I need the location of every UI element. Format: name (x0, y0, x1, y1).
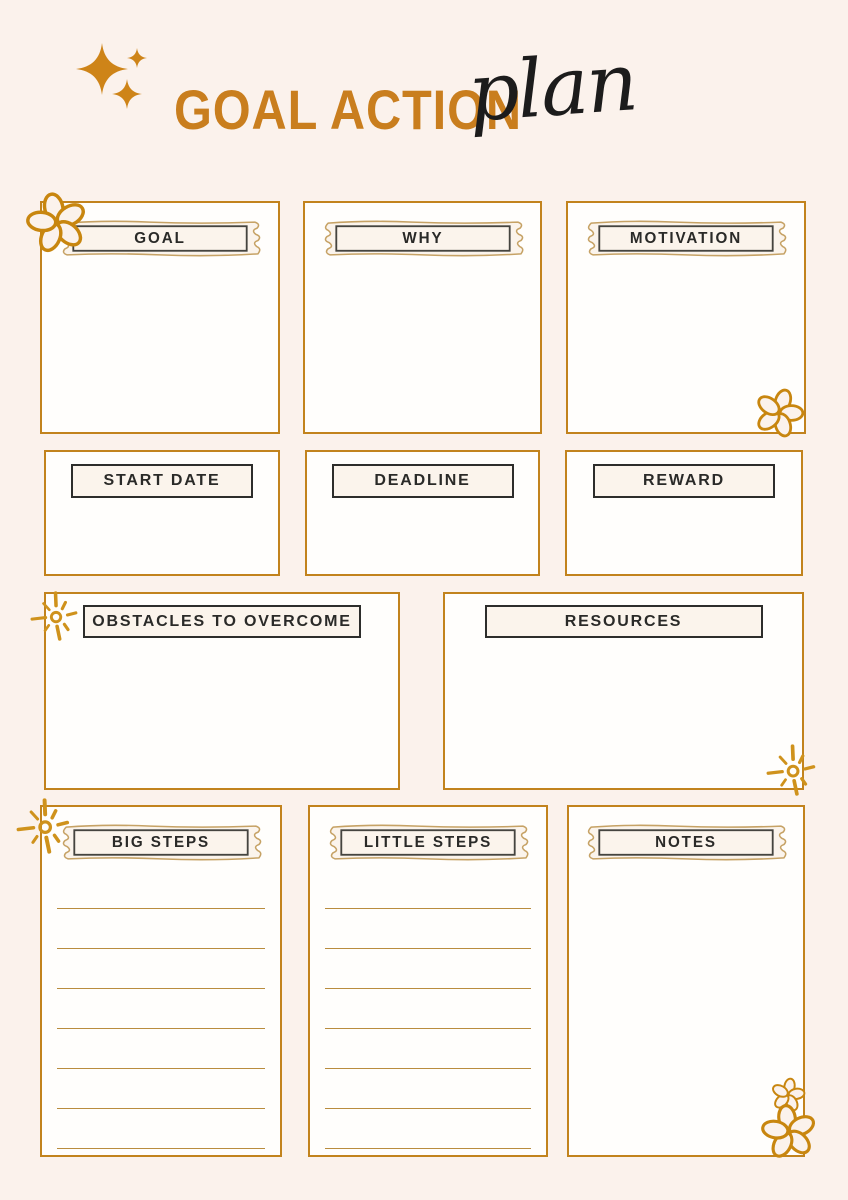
why-label-tape (321, 216, 525, 261)
ruled-line (325, 1109, 531, 1149)
start-date-label: START DATE (71, 464, 253, 498)
ruled-line (325, 1069, 531, 1109)
big-steps-label-tape (59, 820, 263, 865)
goal-label: GOAL (134, 229, 186, 247)
resources-label: RESOURCES (485, 605, 763, 638)
sparkle-icon (112, 76, 142, 112)
ruled-line (57, 1029, 265, 1069)
sun-doodle-icon (766, 742, 818, 798)
ruled-line (57, 1069, 265, 1109)
little-steps-label-tape (326, 820, 530, 865)
little-steps-label: LITTLE STEPS (363, 833, 493, 851)
deadline-section (305, 450, 540, 576)
big-steps-ruled-lines[interactable] (57, 869, 265, 1149)
start-date-section (44, 450, 280, 576)
big-steps-section (40, 805, 282, 1157)
ruled-line (325, 869, 531, 909)
ruled-line (57, 869, 265, 909)
ruled-line (325, 909, 531, 949)
flower-icon (19, 185, 95, 261)
ruled-line (57, 1109, 265, 1149)
ruled-line (325, 989, 531, 1029)
motivation-label-tape (584, 216, 788, 261)
ruled-line (57, 949, 265, 989)
big-steps-label: BIG STEPS (111, 833, 211, 851)
flower-icon (756, 1099, 822, 1165)
obstacles-label: OBSTACLES TO OVERCOME (83, 605, 361, 638)
why-label: WHY (401, 229, 444, 247)
sun-doodle-icon (16, 796, 72, 856)
little-steps-ruled-lines[interactable] (325, 869, 531, 1149)
deadline-label: DEADLINE (332, 464, 514, 498)
sun-doodle-icon (30, 589, 80, 643)
sparkle-icon (127, 46, 147, 70)
little-steps-section (308, 805, 548, 1157)
ruled-line (57, 989, 265, 1029)
page-subtitle: plan (464, 35, 640, 140)
reward-section (565, 450, 803, 576)
notes-label-tape (584, 820, 788, 865)
ruled-line (57, 909, 265, 949)
ruled-line (325, 1029, 531, 1069)
reward-label: REWARD (593, 464, 775, 498)
resources-section (443, 592, 804, 790)
why-section (303, 201, 542, 434)
ruled-line (325, 949, 531, 989)
page-title: GOAL ACTION (174, 77, 522, 141)
obstacles-section (44, 592, 400, 790)
notes-label: NOTES (655, 833, 717, 851)
motivation-label: MOTIVATION (629, 229, 743, 247)
